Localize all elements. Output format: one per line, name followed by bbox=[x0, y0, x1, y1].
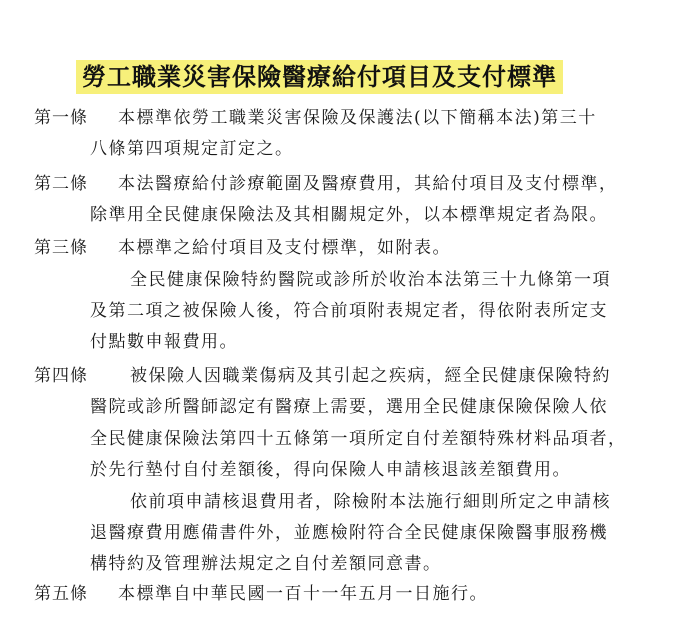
article-5-text-line-1: 本標準自中華民國一百十一年五月一日施行。 bbox=[118, 584, 488, 604]
article-4-para-2-line-3: 構特約及管理辦法規定之自付差額同意書。 bbox=[90, 554, 442, 574]
article-4-para-1-line-3: 全民健康保險法第四十五條第一項所定自付差額特殊材料品項者， bbox=[90, 429, 627, 449]
article-2-text-line-2: 除準用全民健康保險法及其相關規定外，以本標準規定者為限。 bbox=[90, 205, 608, 225]
article-4-para-1-line-2: 醫院或診所醫師認定有醫療上需要，選用全民健康保險保險人依 bbox=[90, 397, 608, 417]
article-1-label: 第一條 bbox=[34, 108, 88, 128]
article-3-para-2-line-1: 全民健康保險特約醫院或診所於收治本法第三十九條第一項 bbox=[130, 270, 611, 290]
article-1-text-line-1: 本標準依勞工職業災害保險及保護法(以下簡稱本法)第三十 bbox=[118, 108, 597, 128]
article-3-label: 第三條 bbox=[34, 238, 88, 258]
document-title: 勞工職業災害保險醫療給付項目及支付標準 bbox=[76, 60, 563, 94]
article-2-text-line-1: 本法醫療給付診療範圍及醫療費用，其給付項目及支付標準， bbox=[118, 174, 618, 194]
article-4-para-1-line-1: 被保險人因職業傷病及其引起之疾病，經全民健康保險特約 bbox=[130, 366, 611, 386]
article-4-para-2-line-1: 依前項申請核退費用者，除檢附本法施行細則所定之申請核 bbox=[130, 492, 611, 512]
article-3-para-2-line-3: 付點數申報費用。 bbox=[90, 332, 238, 352]
article-4-para-1-line-4: 於先行墊付自付差額後，得向保險人申請核退該差額費用。 bbox=[90, 460, 571, 480]
article-4-label: 第四條 bbox=[34, 366, 88, 386]
article-4-para-2-line-2: 退醫療費用應備書件外，並應檢附符合全民健康保險醫事服務機 bbox=[90, 523, 608, 543]
article-2-label: 第二條 bbox=[34, 174, 88, 194]
article-1-text-line-2: 八條第四項規定訂定之。 bbox=[90, 139, 294, 159]
article-3-para-2-line-2: 及第二項之被保險人後，符合前項附表規定者，得依附表所定支 bbox=[90, 301, 608, 321]
article-5-label: 第五條 bbox=[34, 584, 88, 604]
article-3-para-1-line-1: 本標準之給付項目及支付標準，如附表。 bbox=[118, 238, 451, 258]
